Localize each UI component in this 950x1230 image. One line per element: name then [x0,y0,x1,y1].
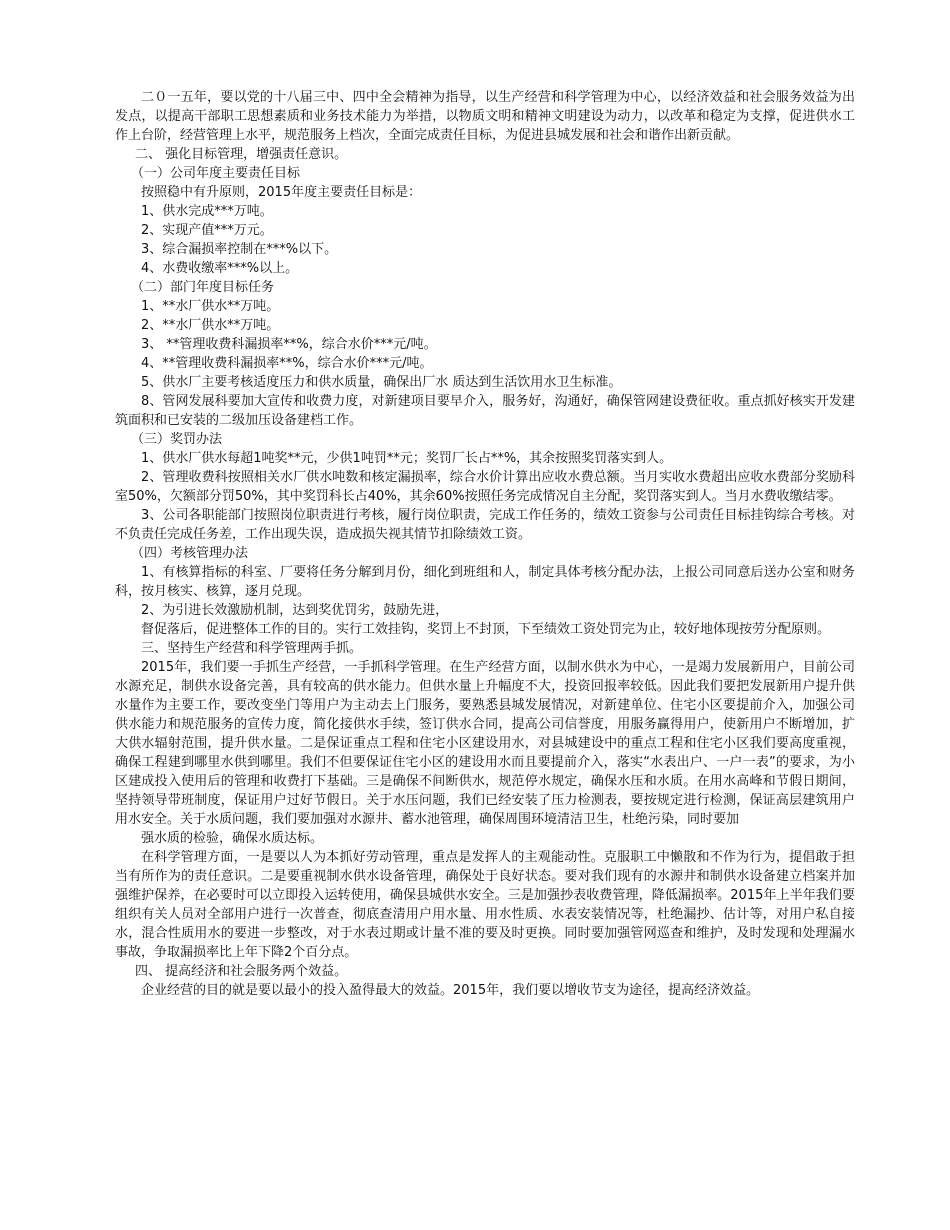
list-item: 2、管理收费科按照相关水厂供水吨数和核定漏损率，综合水价计算出应收水费总额。当月实收水费超出应收水费部分奖励科室50%，欠额部分罚50%，其中奖罚科长占40%，其余60%按照任务完成情况自主分配，奖罚落实到人。当月水费收缴结零。 [115,470,855,504]
list-item: 2、**水厂供水**万吨。 [141,318,280,333]
paragraph: 企业经营的目的就是要以最小的投入盈得最大的效益。2015年，我们要以增收节支为途径，提高经济效益。 [141,983,760,998]
document-page [115,88,855,1000]
section-heading-3: 三、坚持生产经营和科学管理两手抓。 [141,641,363,656]
list-item: 8、管网发展科要加大宣传和收费力度，对新建项目要早介入，服务好，沟通好，确保管网建设费征收。重点抓好核实开发建筑面积和已安装的二级加压设备建档工作。 [115,394,855,428]
subsection-heading-1: （一）公司年度主要责任目标 [131,166,301,181]
list-item: 1、供水厂供水每超1吨奖**元，少供1吨罚**元；奖罚厂长占**%，其余按照奖罚落实到人。 [141,451,673,466]
section-heading-2: 二、 强化目标管理，增强责任意识。 [135,147,348,162]
list-item: 1、供水完成***万吨。 [141,204,273,219]
paragraph: 督促落后，促进整体工作的目的。实行工效挂钩，奖罚上不封顶，下至绩效工资处罚完为止，较好地体现按劳分配原则。 [141,622,831,637]
subsection-heading-3: （三）奖罚办法 [131,432,223,447]
list-item: 2、实现产值***万元。 [141,223,273,238]
list-item: 2、为引进长效激励机制，达到奖优罚劣，鼓励先进， [141,603,449,618]
paragraph: 强水质的检验，确保水质达标。 [141,831,324,846]
section-heading-4: 四、 提高经济和社会服务两个效益。 [135,964,348,979]
list-item: 3、 **管理收费科漏损率**%，综合水价***元/吨。 [141,337,437,352]
subsection-heading-2: （二）部门年度目标任务 [131,280,275,295]
paragraph: 在科学管理方面，一是要以人为本抓好劳动管理，重点是发挥人的主观能动性。克服职工中懒散和不作为行为，提倡敢于担当有所作为的责任意识。二是要重视制水供水设备管理，确保处于良好状态。要对我们现有的水源井和制供水设备建立档案并加强维护保养，在必要时可以立即投入运转使用，确保县城供水安全。三是加强抄表收费管理，降低漏损率。2015年上半年我们要组织有关人员对全部用户进行一次普查，彻底查清用户用水量、用水性质、水表安装情况等，杜绝漏抄、估计等，对用户私自接水，混合性质用水的要进一步整改，对于水表过期或计量不准的要及时更换。同时要加强管网巡查和维护，及时发现和处理漏水事故，争取漏损率比上年下降2个百分点。 [115,850,855,960]
list-item: 3、公司各职能部门按照岗位职责进行考核，履行岗位职责，完成工作任务的，绩效工资参与公司责任目标挂钩综合考核。对不负责任完成任务差，工作出现失误，造成损失视其情节扣除绩效工资。 [115,508,855,542]
list-item: 1、有核算指标的科室、厂要将任务分解到月份，细化到班组和人，制定具体考核分配办法，上报公司同意后送办公室和财务科，按月核实、核算，逐月兑现。 [115,565,855,599]
list-item: 4、水费收缴率***%以上。 [141,261,299,276]
list-item: 3、综合漏损率控制在***%以下。 [141,242,338,257]
subsection-heading-4: （四）考核管理办法 [131,546,249,561]
paragraph: 2015年，我们要一手抓生产经营，一手抓科学管理。在生产经营方面，以制水供水为中心，一是竭力发展新用户，目前公司水源充足，制供水设备完善，具有较高的供水能力。但供水量上升幅度不大，投资回报率较低。因此我们要把发展新用户提升供水量作为主要工作，要改变坐门等用户为主动去上门服务，要熟悉县城发展情况，对新建单位、住宅小区要提前介入，加强公司供水能力和规范服务的宣传力度，简化接供水手续，签订供水合同，提高公司信誉度，用服务赢得用户，使新用户不断增加，扩大供水辐射范围，提升供水量。二是保证重点工程和住宅小区建设用水，对县城建设中的重点工程和住宅小区我们要高度重视，确保工程建到哪里水供到哪里。我们不但要保证住宅小区的建设用水而且要提前介入，落实“水表出户、一户一表”的要求，为小区建成投入使用后的管理和收费打下基础。三是确保不间断供水，规范停水规定，确保水压和水质。在用水高峰和节假日期间，坚持领导带班制度，保证用户过好节假日。关于水压问题，我们已经安装了压力检测表，要按规定进行检测，保证高层建筑用户用水安全。关于水质问题，我们要加强对水源井、蓄水池管理，确保周围环境清洁卫生，杜绝污染，同时要加 [115,660,855,827]
paragraph: 按照稳中有升原则，2015年度主要责任目标是： [141,185,422,200]
list-item: 5、供水厂主要考核适度压力和供水质量，确保出厂水 质达到生活饮用水卫生标准。 [141,375,622,390]
list-item: 4、**管理收费科漏损率**%，综合水价***元/吨。 [141,356,433,371]
list-item: 1、**水厂供水**万吨。 [141,299,280,314]
paragraph-intro: 二０一五年，要以党的十八届三中、四中全会精神为指导，以生产经营和科学管理为中心，以经济效益和社会服务效益为出发点，以提高干部职工思想素质和业务技术能力为举措，以物质文明和精神文明建设为动力，以改革和稳定为支撑，促进供水工作上台阶，经营管理上水平，规范服务上档次，全面完成责任目标，为促进县城发展和社会和谐作出新贡献。 [115,90,855,143]
